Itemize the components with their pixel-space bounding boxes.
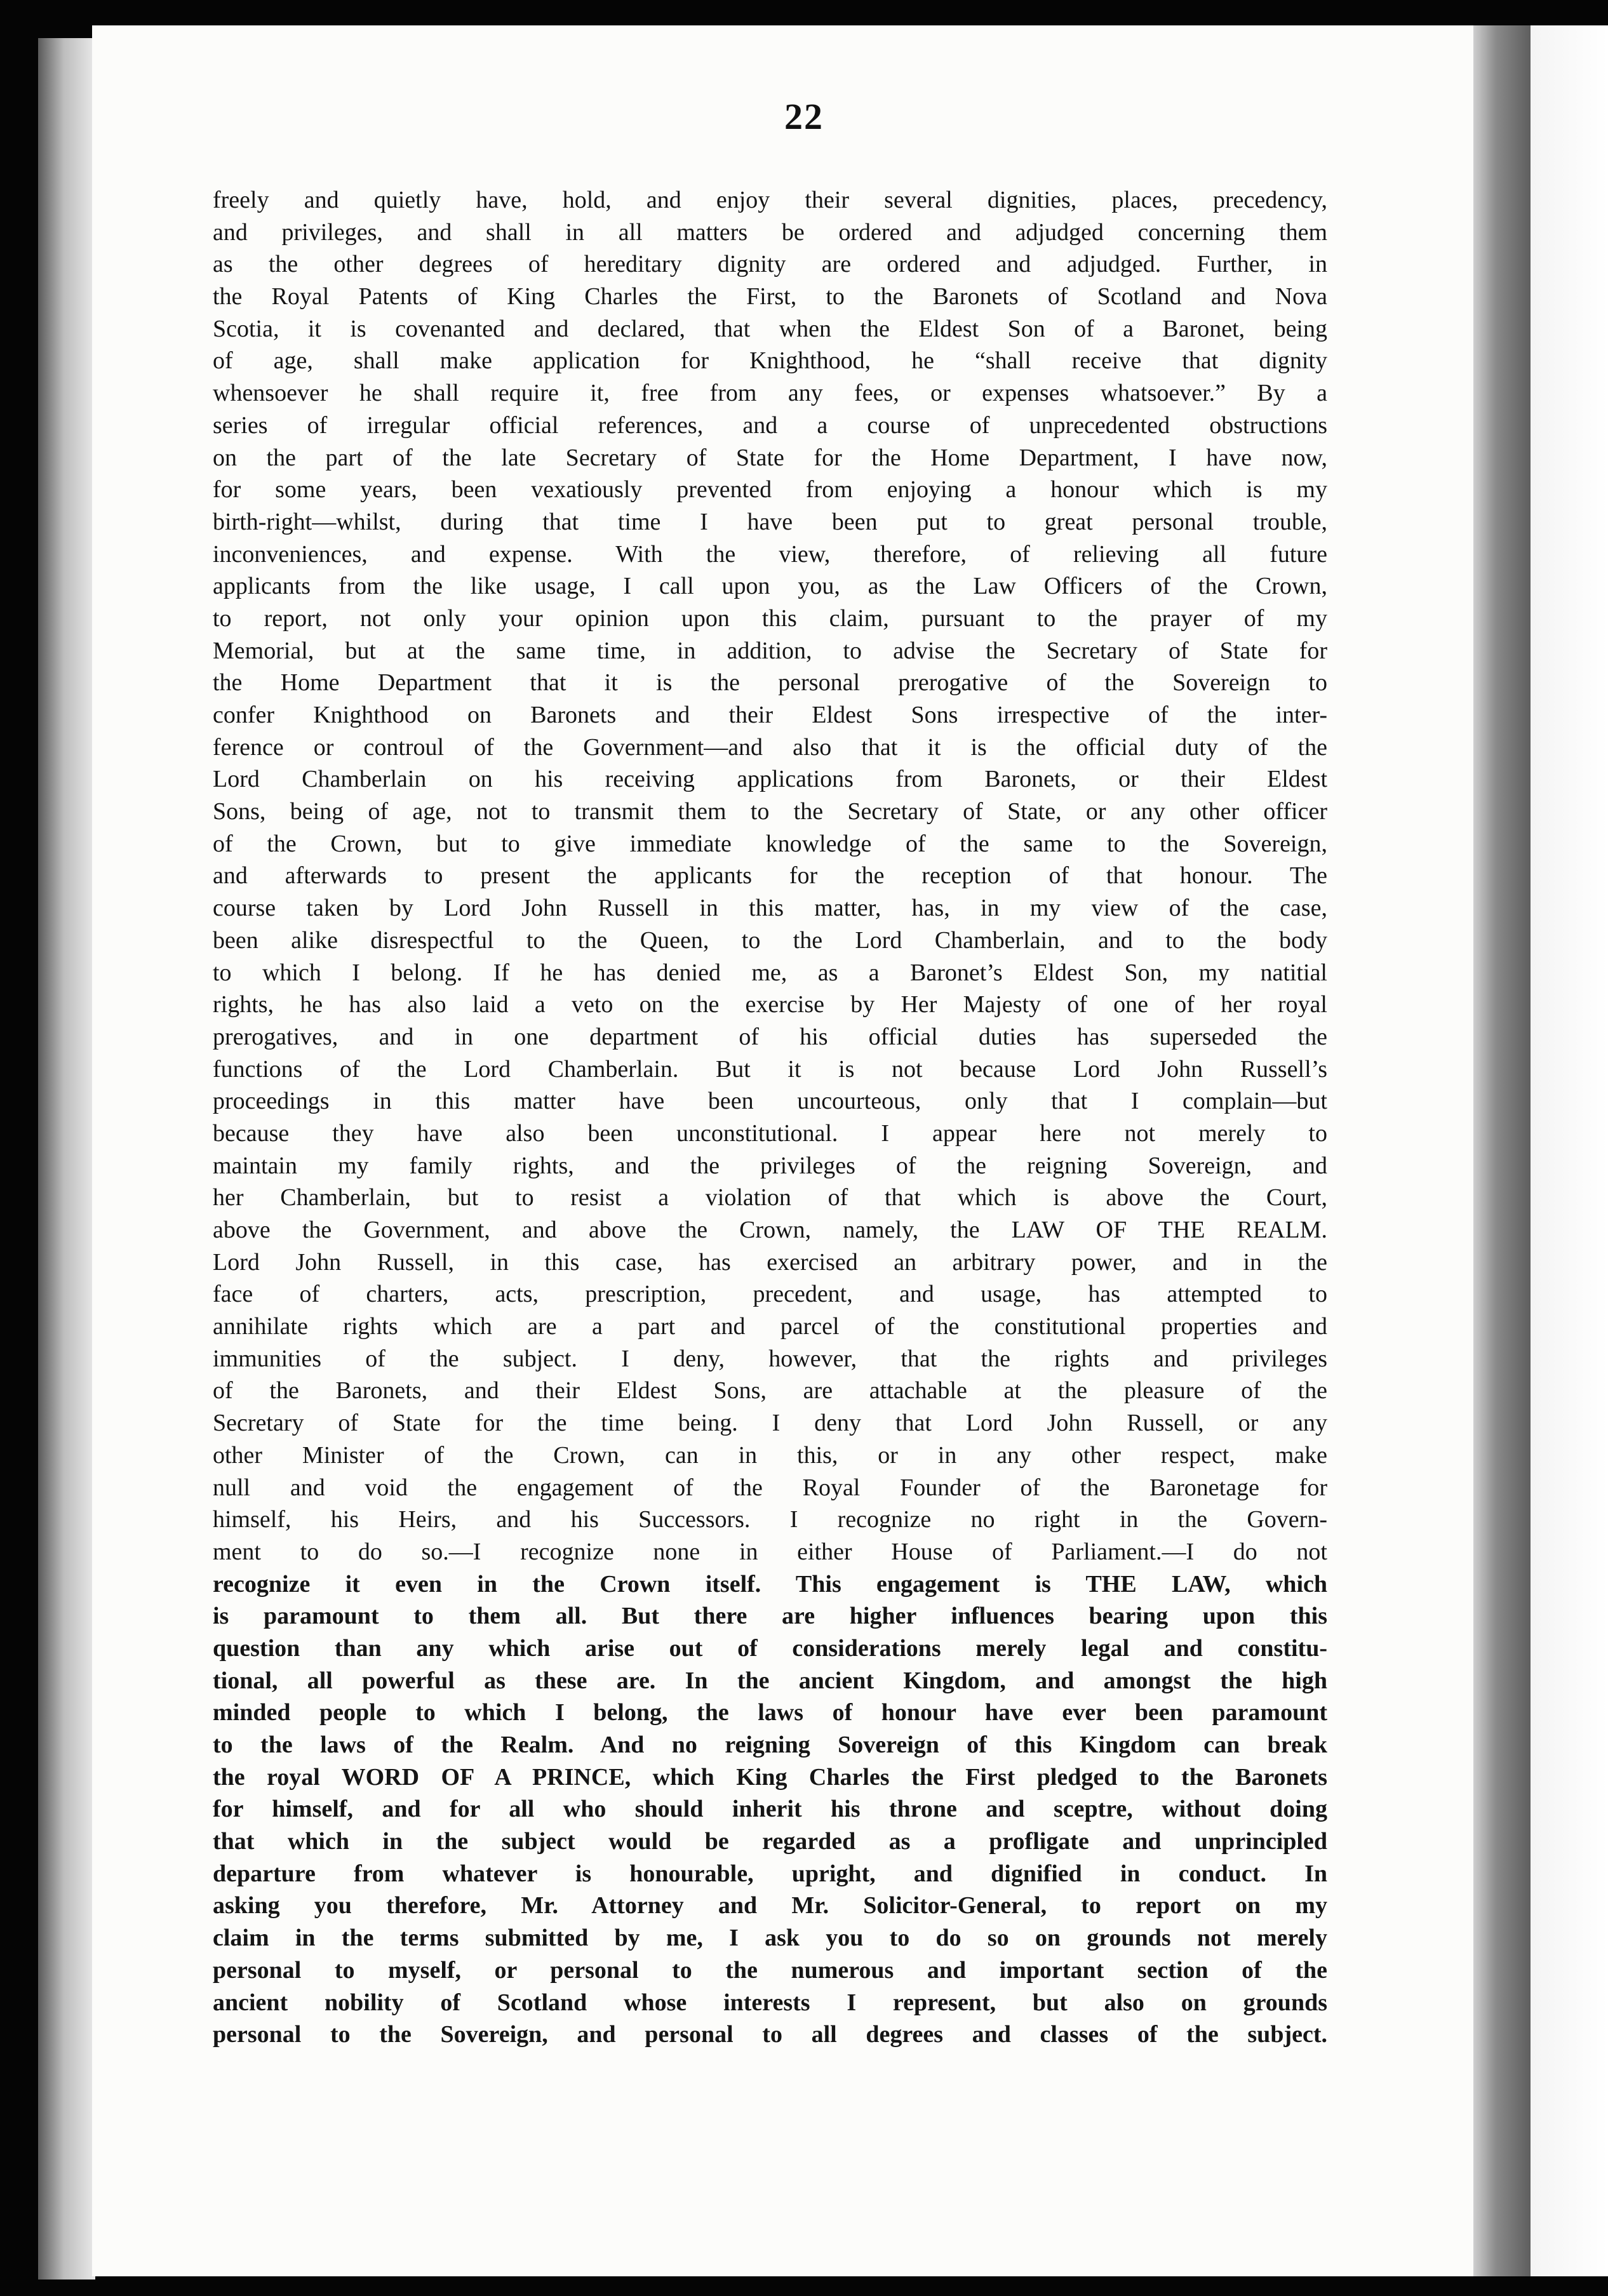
text-line: ference or controul of the Government—and also that it is the official duty of the (213, 733, 1327, 761)
text-line: because they have also been unconstitutional. I appear here not merely to (213, 1119, 1327, 1147)
text-line: the Home Department that it is the personal prerogative of the Sovereign to (213, 669, 1327, 697)
text-line: prerogatives, and in one department of his official duties has superseded the (213, 1023, 1327, 1050)
text-line: above the Government, and above the Crown, namely, the LAW OF THE REALM. (213, 1217, 1327, 1243)
text-line: of the Baronets, and their Eldest Sons, are attachable at the pleasure of the (213, 1377, 1327, 1405)
text-line: for some years, been vexatiously prevented from enjoying a honour which is my (213, 476, 1327, 504)
text-line: departure from whatever is honourable, upright, and dignified in conduct. In (213, 1860, 1327, 1887)
text-line: of the Crown, but to give immediate knowledge of the same to the Sovereign, (213, 830, 1327, 857)
text-line: Secretary of State for the time being. I deny that Lord John Russell, or any (213, 1410, 1327, 1437)
text-line: and afterwards to present the applicants for the reception of that honour. The (213, 862, 1327, 890)
text-line: her Chamberlain, but to resist a violation of that which is above the Court, (213, 1184, 1327, 1211)
body-text (213, 184, 1327, 2051)
text-line: confer Knighthood on Baronets and their Eldest Sons irrespective of the inter- (213, 702, 1327, 728)
text-line: is paramount to them all. But there are higher influences bearing upon this (213, 1603, 1327, 1630)
text-line: Scotia, it is covenanted and declared, that when the Eldest Son of a Baronet, being (213, 315, 1327, 342)
text-line: personal to myself, or personal to the numerous and important section of the (213, 1956, 1327, 1984)
text-line: the Royal Patents of King Charles the First, to the Baronets of Scotland and Nova (213, 283, 1327, 310)
text-line: for himself, and for all who should inherit his throne and sceptre, without doing (213, 1796, 1327, 1823)
text-line: himself, his Heirs, and his Successors. I recognize no right in the Govern- (213, 1506, 1327, 1533)
page-left-edge (38, 38, 95, 2279)
adjacent-page-edge (1531, 25, 1608, 2276)
text-line: to report, not only your opinion upon this claim, pursuant to the prayer of my (213, 604, 1327, 632)
text-line: on the part of the late Secretary of State for the Home Department, I have now, (213, 444, 1327, 471)
text-line: to which I belong. If he has denied me, as a Baronet’s Eldest Son, my natitial (213, 959, 1327, 986)
text-line: maintain my family rights, and the privileges of the reigning Sovereign, and (213, 1152, 1327, 1179)
text-line: Lord John Russell, in this case, has exercised an arbitrary power, and in the (213, 1248, 1327, 1276)
text-line: recognize it even in the Crown itself. This engagement is THE LAW, which (213, 1570, 1327, 1598)
text-line: rights, he has also laid a veto on the exercise by Her Majesty of one of her royal (213, 991, 1327, 1018)
text-line: minded people to which I belong, the laws of honour have ever been paramount (213, 1699, 1327, 1726)
text-line: other Minister of the Crown, can in this, or in any other respect, make (213, 1441, 1327, 1469)
text-line: birth-right—whilst, during that time I have been put to great personal trouble, (213, 508, 1327, 535)
text-line: whensoever he shall require it, free from any fees, or expenses whatsoever.” By a (213, 380, 1327, 407)
text-line: ment to do so.—I recognize none in either House of Parliament.—I do not (213, 1538, 1327, 1565)
text-line: the royal WORD OF A PRINCE, which King Charles the First pledged to the Baronets (213, 1763, 1327, 1791)
text-line: claim in the terms submitted by me, I ask you to do so on grounds not merely (213, 1925, 1327, 1952)
page-number: 22 (784, 96, 824, 137)
text-line: Lord Chamberlain on his receiving applications from Baronets, or their Eldest (213, 766, 1327, 793)
text-line: freely and quietly have, hold, and enjoy their several dignities, places, precedency, (213, 187, 1327, 213)
text-line: asking you therefore, Mr. Attorney and Mr. Solicitor-General, to report on my (213, 1892, 1327, 1919)
text-line: that which in the subject would be regarded as a profligate and unprincipled (213, 1828, 1327, 1855)
text-line: immunities of the subject. I deny, however, that the rights and privileges (213, 1345, 1327, 1372)
text-line: null and void the engagement of the Royal Founder of the Baronetage for (213, 1474, 1327, 1501)
text-line: been alike disrespectful to the Queen, to the Lord Chamberlain, and to the body (213, 926, 1327, 954)
text-line: of age, shall make application for Knighthood, he “shall receive that dignity (213, 347, 1327, 375)
text-line: Sons, being of age, not to transmit them to the Secretary of State, or any other officer (213, 798, 1327, 825)
text-line: series of irregular official references, and a course of unprecedented obstructions (213, 411, 1327, 439)
text-line: course taken by Lord John Russell in this matter, has, in my view of the case, (213, 895, 1327, 922)
text-line: as the other degrees of hereditary dignity are ordered and adjudged. Further, in (213, 251, 1327, 278)
text-line: proceedings in this matter have been uncourteous, only that I complain—but (213, 1088, 1327, 1115)
text-line: applicants from the like usage, I call upon you, as the Law Officers of the Crown, (213, 573, 1327, 600)
text-line: personal to the Sovereign, and personal to all degrees and classes of the subject. (213, 2021, 1327, 2048)
text-line: tional, all powerful as these are. In the ancient Kingdom, and amongst the high (213, 1667, 1327, 1694)
text-line: to the laws of the Realm. And no reigning Sovereign of this Kingdom can break (213, 1732, 1327, 1758)
binding-shadow (1473, 25, 1531, 2276)
text-line: inconveniences, and expense. With the view, therefore, of relieving all future (213, 540, 1327, 568)
text-line: question than any which arise out of considerations merely legal and constitu- (213, 1634, 1327, 1662)
text-line: ancient nobility of Scotland whose interests I represent, but also on grounds (213, 1989, 1327, 2016)
text-line: functions of the Lord Chamberlain. But it is not because Lord John Russell’s (213, 1055, 1327, 1083)
text-line: face of charters, acts, prescription, precedent, and usage, has attempted to (213, 1281, 1327, 1308)
text-line: and privileges, and shall in all matters be ordered and adjudged concerning them (213, 218, 1327, 246)
text-line: Memorial, but at the same time, in addition, to advise the Secretary of State for (213, 637, 1327, 664)
text-line: annihilate rights which are a part and parcel of the constitutional properties and (213, 1313, 1327, 1340)
